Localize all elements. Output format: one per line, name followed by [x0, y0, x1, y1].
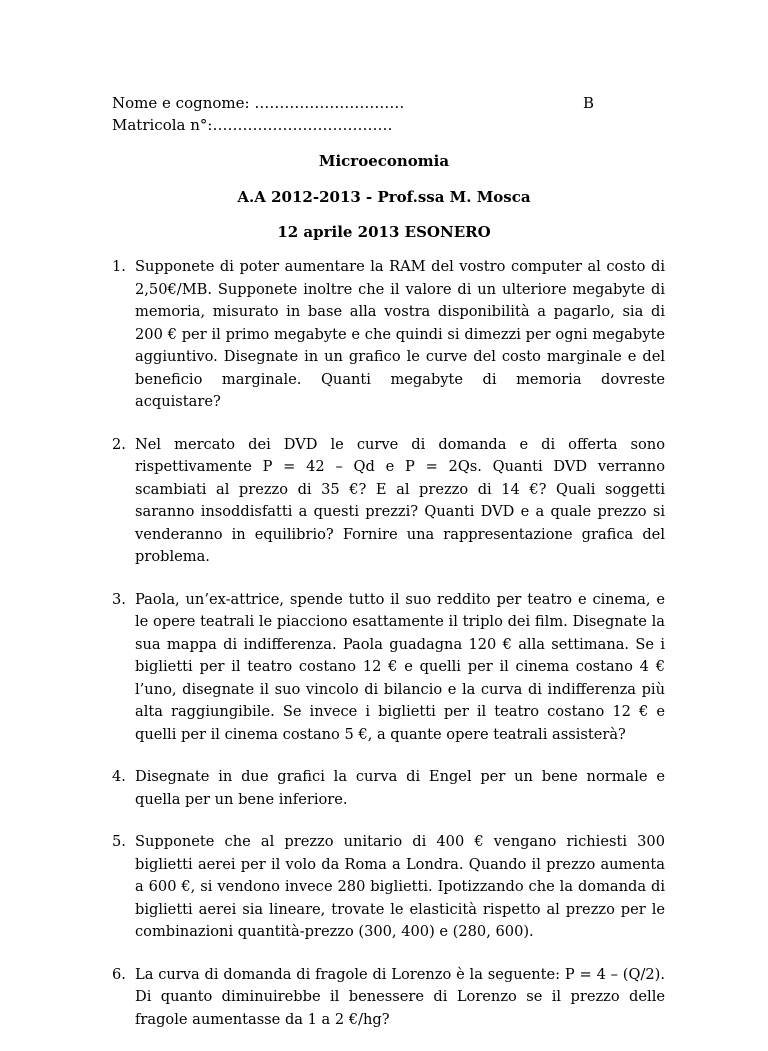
question-text: La curva di domanda di fragole di Lorenzo è la seguente: P = 4 – (Q/2). Di quanto diminuirebbe il benessere di Lorenzo se il prezzo delle fragole aumentasse da 1 a 2 €/hg?: [135, 965, 665, 1028]
academic-year-professor: A.A 2012-2013 - Prof.ssa M. Mosca: [237, 188, 531, 206]
question-number: 2.: [112, 435, 126, 453]
question-text: Nel mercato dei DVD le curve di domanda e di offerta sono rispettivamente P = 42 – Qd e P = 2Qs. Quanti DVD verranno scambiati al prezzo di 35 €? E al prezzo di 14 €? Quali soggetti saranno insoddisfatti a questi prezzi? Quanti DVD e a quale prezzo si venderanno in equilibrio? Fornire una rappresentazione grafica del problema.: [135, 435, 665, 565]
question-text: Paola, un’ex-attrice, spende tutto il suo reddito per teatro e cinema, e le opere teatrali le piacciono esattamente il triplo dei film. Disegnate la sua mappa di indifferenza. Paola guadagna 120 € alla settimana. Se i biglietti per il teatro costano 12 € e quelli per il cinema costano 4 € l’uno, disegnate il suo vincolo di bilancio e la curva di indifferenza più alta raggiungibile. Se invece i biglietti per il teatro costano 12 € e quelli per il cinema costano 5 €, a quante opere teatrali assisterà?: [135, 590, 665, 743]
question-number: 4.: [112, 768, 126, 785]
question-number: 6.: [112, 965, 126, 983]
question-item: [112, 964, 665, 1032]
course-title: Microeconomia: [318, 152, 450, 170]
question-item: [112, 434, 665, 569]
exam-version-label: B: [583, 94, 595, 112]
question-text: Disegnate in due grafici la curva di Engel per un bene normale e quella per un bene inferiore.: [135, 768, 665, 808]
question-number: 3.: [112, 590, 126, 608]
question-text: Supponete di poter aumentare la RAM del vostro computer al costo di 2,50€/MB. Supponete inoltre che il valore di un ulteriore megabyte di memoria, misurato in base alla vostra disponibilità a pagarlo, sia di 200 € per il primo megabyte e che quindi si dimezzi per ogni megabyte aggiuntivo. Disegnate in un grafico le curve del costo marginale e del beneficio marginale. Quanti megabyte di memoria dovreste acquistare?: [135, 258, 665, 410]
student-name-line: Nome e cognome: …………………………: [112, 94, 405, 112]
question-item: [112, 766, 665, 811]
exam-date: 12 aprile 2013 ESONERO: [277, 223, 491, 241]
question-item: [112, 256, 665, 414]
question-item: [112, 831, 665, 944]
question-number: 1.: [112, 258, 126, 275]
question-text: Supponete che al prezzo unitario di 400 € vengano richiesti 300 biglietti aerei per il volo da Roma a Londra. Quando il prezzo aumenta a 600 €, si vendono invece 280 biglietti. Ipotizzando che la domanda di biglietti aerei sia lineare, trovate le elasticità rispetto al prezzo per le combinazioni quantità-prezzo (300, 400) e (280, 600).: [135, 833, 665, 940]
question-list: [112, 256, 665, 1051]
question-item: [112, 589, 665, 747]
question-number: 5.: [112, 833, 126, 850]
matricola-line: Matricola n°:………………………………: [112, 116, 393, 134]
